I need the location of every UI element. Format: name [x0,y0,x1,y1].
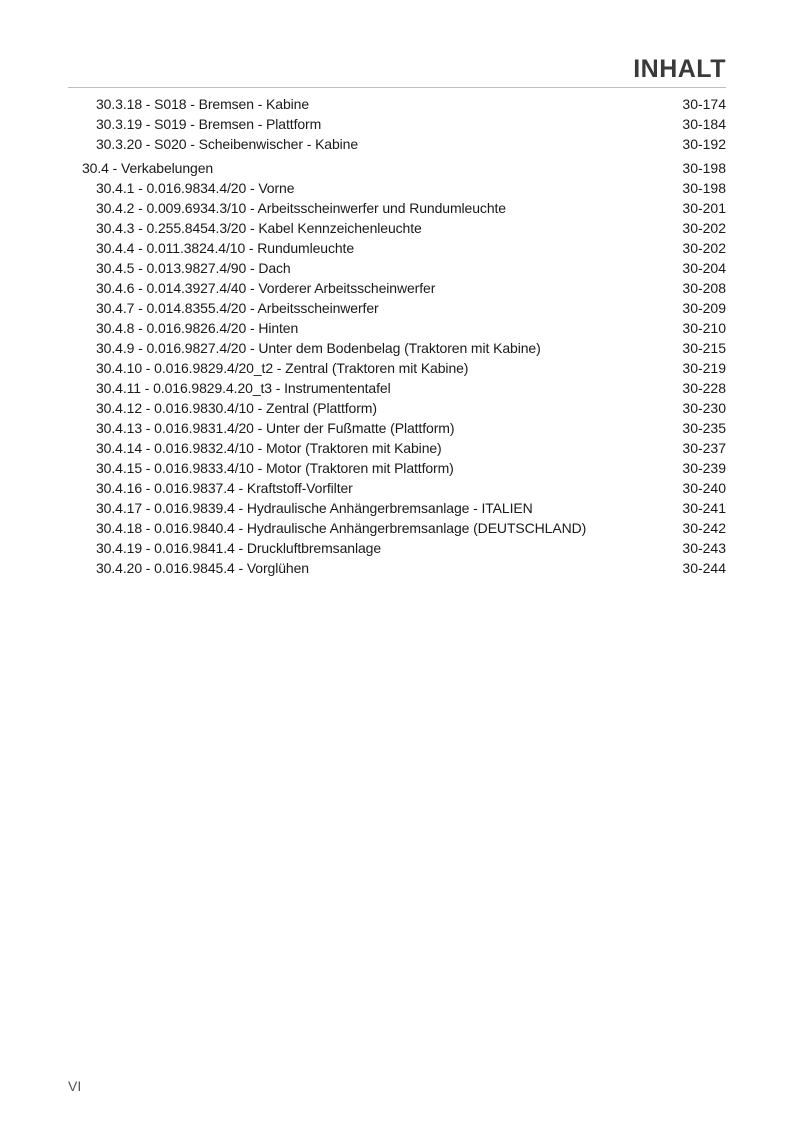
toc-entry[interactable] [0,458,794,478]
toc-entry-page: 30-219 [682,360,726,376]
toc-entry[interactable] [0,478,794,498]
toc-entry-page: 30-184 [682,116,726,132]
toc-entry-page: 30-209 [682,300,726,316]
toc-entry[interactable] [0,358,794,378]
toc-entry-page: 30-230 [682,400,726,416]
page-number: VI [68,1078,82,1094]
toc-entry-page: 30-204 [682,260,726,276]
toc-entry[interactable] [0,198,794,218]
toc-entry[interactable] [0,498,794,518]
toc-entry-title: 30.3.20 - S020 - Scheibenwischer - Kabine [96,136,359,152]
toc-entry-title: 30.4.16 - 0.016.9837.4 - Kraftstoff-Vorfilter [96,480,353,496]
toc-entry-page: 30-243 [682,540,726,556]
toc-entry-title: 30.4.3 - 0.255.8454.3/20 - Kabel Kennzeichenleuchte [96,220,422,236]
toc-entry[interactable] [0,538,794,558]
toc-entry[interactable] [0,518,794,538]
toc-entry-page: 30-235 [682,420,726,436]
toc-entry-page: 30-228 [682,380,726,396]
toc-entry[interactable] [0,114,794,134]
toc-entry[interactable] [0,238,794,258]
toc-entry-page: 30-174 [682,96,726,112]
toc-entry-page: 30-239 [682,460,726,476]
toc-entry-title: 30.4.12 - 0.016.9830.4/10 - Zentral (Plattform) [96,400,377,416]
toc-entry-title: 30.3.18 - S018 - Bremsen - Kabine [96,96,310,112]
toc-entry[interactable] [0,558,794,578]
toc-entry-page: 30-242 [682,520,726,536]
toc-entry-title: 30.4.18 - 0.016.9840.4 - Hydraulische Anhängerbremsanlage (DEUTSCHLAND) [96,520,587,536]
toc-entry-title: 30.4.11 - 0.016.9829.4.20_t3 - Instrumententafel [96,380,391,396]
toc-entry-page: 30-201 [682,200,726,216]
toc-entry[interactable] [0,418,794,438]
toc-entry-title: 30.4.6 - 0.014.3927.4/40 - Vorderer Arbeitsscheinwerfer [96,280,436,296]
toc-section-entry[interactable] [0,158,794,178]
toc-entry-title: 30.4.14 - 0.016.9832.4/10 - Motor (Traktoren mit Kabine) [96,440,442,456]
toc-entry-title: 30.4.1 - 0.016.9834.4/20 - Vorne [96,180,295,196]
toc-entry[interactable] [0,398,794,418]
toc-entry-title: 30.4.8 - 0.016.9826.4/20 - Hinten [96,320,299,336]
header-divider [68,87,726,88]
toc-entry-title: 30.4.7 - 0.014.8355.4/20 - Arbeitsscheinwerfer [96,300,379,316]
toc-entry-title: 30.4.19 - 0.016.9841.4 - Druckluftbremsanlage [96,540,382,556]
toc-entry-page: 30-208 [682,280,726,296]
toc-entry-title: 30.4.5 - 0.013.9827.4/90 - Dach [96,260,291,276]
toc-entry-title: 30.4.10 - 0.016.9829.4/20_t2 - Zentral (Traktoren mit Kabine) [96,360,469,376]
toc-entry-title: 30.4.20 - 0.016.9845.4 - Vorglühen [96,560,309,576]
toc-entry-title: 30.4.4 - 0.011.3824.4/10 - Rundumleuchte [96,240,355,256]
toc-entry-title: 30.4.2 - 0.009.6934.3/10 - Arbeitsscheinwerfer und Rundumleuchte [96,200,506,216]
toc-entry-page: 30-192 [682,136,726,152]
toc-entry-page: 30-215 [682,340,726,356]
toc-entry-page: 30-198 [682,160,726,176]
toc-entry-title: 30.4 - Verkabelungen [82,160,214,176]
toc-entry[interactable] [0,218,794,238]
toc-entry-title: 30.4.13 - 0.016.9831.4/20 - Unter der Fußmatte (Plattform) [96,420,455,436]
toc-entry[interactable] [0,134,794,154]
toc-entry-title: 30.4.9 - 0.016.9827.4/20 - Unter dem Bodenbelag (Traktoren mit Kabine) [96,340,541,356]
toc-entry-page: 30-244 [682,560,726,576]
toc-entry[interactable] [0,258,794,278]
toc-entry-title: 30.3.19 - S019 - Bremsen - Plattform [96,116,322,132]
toc-entry-page: 30-237 [682,440,726,456]
toc-entry[interactable] [0,338,794,358]
toc-entry-page: 30-241 [682,500,726,516]
toc-entry[interactable] [0,298,794,318]
toc-entry[interactable] [0,178,794,198]
toc-entry[interactable] [0,318,794,338]
toc-entry[interactable] [0,94,794,114]
table-of-contents [0,94,794,578]
toc-entry-title: 30.4.15 - 0.016.9833.4/10 - Motor (Traktoren mit Plattform) [96,460,454,476]
toc-entry[interactable] [0,278,794,298]
toc-entry-page: 30-202 [682,240,726,256]
toc-entry[interactable] [0,438,794,458]
toc-entry-page: 30-198 [682,180,726,196]
toc-entry-page: 30-240 [682,480,726,496]
toc-entry-page: 30-210 [682,320,726,336]
page-title: INHALT [633,55,726,83]
toc-entry-title: 30.4.17 - 0.016.9839.4 - Hydraulische Anhängerbremsanlage - ITALIEN [96,500,533,516]
toc-entry-page: 30-202 [682,220,726,236]
toc-entry[interactable] [0,378,794,398]
